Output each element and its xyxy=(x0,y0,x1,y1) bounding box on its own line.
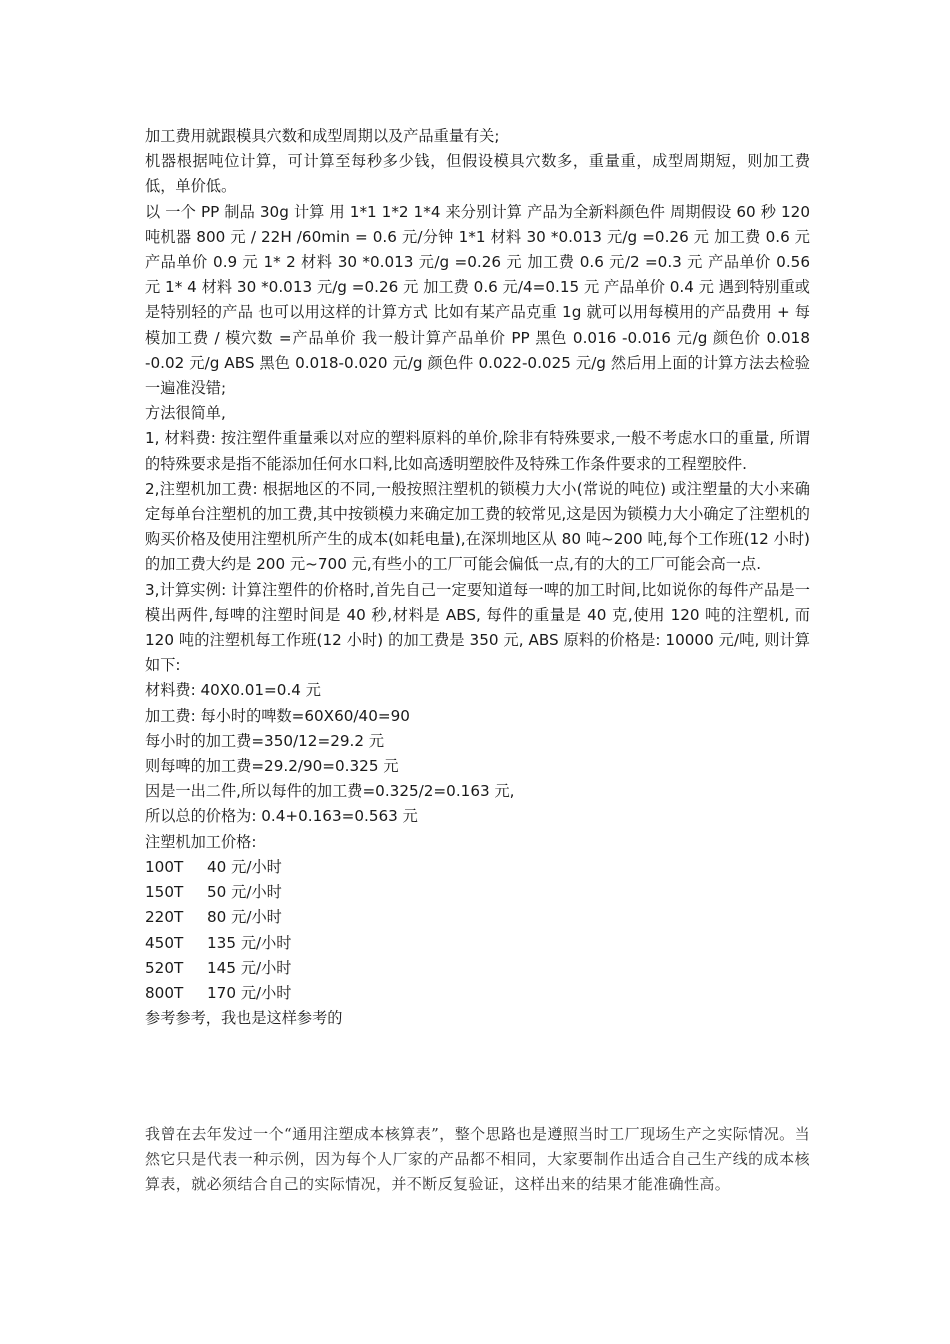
paragraph: 2,注塑机加工费: 根据地区的不同,一般按照注塑机的锁模力大小(常说的吨位) 或注塑量的大小来确定每单台注塑机的加工费,其中按锁模力来确定加工费的较常见,这是因为锁模力大小确定了注塑机的购买价格及使用注塑机所产生的成本(如耗电量),在深圳地区从 80 吨~200 吨,每个工作班(12 小时)的加工费大约是 200 元~700 元,有些小的工厂可能会偏低一点,有的大的工厂可能会高一点. xyxy=(145,479,810,574)
paragraph: 方法很简单, xyxy=(145,404,226,423)
main-text xyxy=(145,124,810,1031)
paragraph: 每小时的加工费=350/12=29.2 元 xyxy=(145,731,385,750)
closing-line: 参考参考，我也是这样参考的 xyxy=(145,1009,343,1028)
price-cell: 145 元/小时 xyxy=(207,958,292,977)
paragraph: 机器根据吨位计算，可计算至每秒多少钱，但假设模具穴数多，重量重，成型周期短，则加工费低，单价低。 xyxy=(145,152,810,196)
price-row xyxy=(145,855,810,880)
price-row xyxy=(145,981,810,1006)
tonnage-cell: 520T xyxy=(145,958,184,977)
footer-text: 我曾在去年发过一个“通用注塑成本核算表”，整个思路也是遵照当时工厂现场生产之实际情况。当然它只是代表一种示例，因为每个人厂家的产品都不相同，大家要制作出适合自己生产线的成本核算表，就必须结合自己的实际情况，并不断反复验证，这样出来的结果才能准确性高。 xyxy=(145,1125,810,1193)
paragraph: 加工费用就跟模具穴数和成型周期以及产品重量有关; xyxy=(145,127,500,145)
tonnage-cell: 800T xyxy=(145,983,184,1002)
tonnage-cell: 220T xyxy=(145,908,184,927)
price-cell: 50 元/小时 xyxy=(207,883,282,902)
paragraph: 3,计算实例: 计算注塑件的价格时,首先自己一定要知道每一啤的加工时间,比如说你的每件产品是一模出两件,每啤的注塑时间是 40 秒,材料是 ABS, 每件的重量是 40 克,使用 120 吨的注塑机, 而 120 吨的注塑机每工作班(12 小时) 的加工费是 350 元, ABS 原料的价格是: 10000 元/吨, 则计算如下: xyxy=(145,580,810,675)
paragraph: 以 一个 PP 制品 30g 计算 用 1*1 1*2 1*4 来分别计算 产品为全新料颜色件 周期假设 60 秒 120 吨机器 800 元 / 22H /60min = 0.6 元/分钟 1*1 材料 30 *0.013 元/g =0.26 元 加工费 0.6 元 产品单价 0.9 元 1* 2 材料 30 *0.013 元/g =0.26 元 加工费 0.6 元/2 =0.3 元 产品单价 0.56 元 1* 4 材料 30 *0.013 元/g =0.26 元 加工费 0.6 元/4=0.15 元 产品单价 0.4 元 遇到特别重或是特别轻的产品 也可以用这样的计算方式 比如有某产品克重 1g 就可以用每模用的产品费用 + 每模加工费 / 模穴数 =产品单价 我一般计算产品单价 PP 黑色 0.016 -0.016 元/g 颜色价 0.018 -0.02 元/g ABS 黑色 0.018-0.020 元/g 颜色件 0.022-0.025 元/g 然后用上面的计算方法去检验一遍准没错; xyxy=(145,202,810,398)
tonnage-cell: 100T xyxy=(145,857,184,876)
footer-paragraph xyxy=(145,1122,810,1197)
price-row xyxy=(145,956,810,981)
paragraph: 加工费: 每小时的啤数=60X60/40=90 xyxy=(145,706,410,725)
price-row xyxy=(145,931,810,956)
tonnage-cell: 150T xyxy=(145,883,184,902)
document-body xyxy=(145,124,810,1031)
paragraph: 所以总的价格为: 0.4+0.163=0.563 元 xyxy=(145,807,418,826)
paragraph: 1, 材料费: 按注塑件重量乘以对应的塑料原料的单价,除非有特殊要求,一般不考虑水口的重量, 所谓的特殊要求是指不能添加任何水口料,比如高透明塑胶件及特殊工作条件要求的工程塑胶件. xyxy=(145,429,810,473)
paragraph: 因是一出二件,所以每件的加工费=0.325/2=0.163 元, xyxy=(145,782,515,801)
price-row xyxy=(145,880,810,905)
price-cell: 40 元/小时 xyxy=(207,857,282,876)
price-cell: 80 元/小时 xyxy=(207,908,282,927)
tonnage-cell: 450T xyxy=(145,933,184,952)
paragraph: 注塑机加工价格: xyxy=(145,832,257,851)
paragraph: 则每啤的加工费=29.2/90=0.325 元 xyxy=(145,757,399,776)
price-cell: 170 元/小时 xyxy=(207,983,292,1002)
price-table xyxy=(145,855,810,1006)
paragraph: 材料费: 40X0.01=0.4 元 xyxy=(145,681,321,700)
price-cell: 135 元/小时 xyxy=(207,933,292,952)
price-row xyxy=(145,905,810,930)
